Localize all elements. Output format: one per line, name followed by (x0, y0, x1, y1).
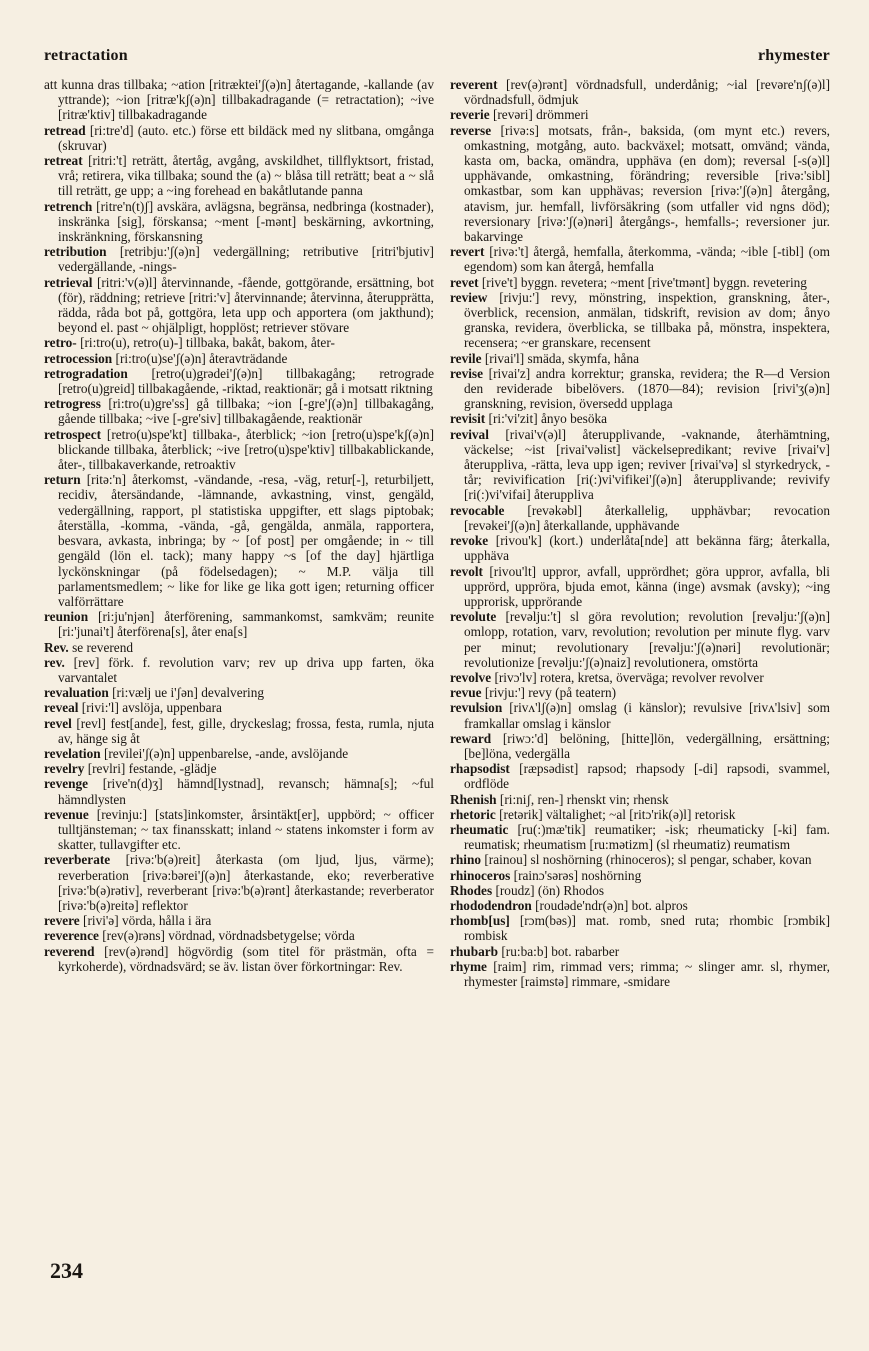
entry-definition: [ri:niʃ, ren-] rhenskt vin; rhensk (499, 791, 669, 807)
dictionary-entry (44, 807, 434, 853)
entry-headword: rhubarb (450, 943, 499, 959)
dictionary-entry (450, 609, 830, 670)
entry-headword: retrocession (44, 350, 113, 366)
dictionary-entry (450, 670, 830, 685)
dictionary-entry (450, 503, 830, 533)
dictionary-entry (450, 564, 830, 610)
entry-headword: rhetoric (450, 806, 496, 822)
entry-definition: [rev] förk. f. revolution varv; rev up driva upp farten, öka varvantalet (58, 654, 434, 685)
entry-definition: [rivai'v(ə)l] återupplivande, -vaknande, återhämtning, väckelse; ~ist [rivai'vəlist] väckelsepredikant; revive [rivai'v] återuppliva, -rätta, leva upp igen; reviver [rivai'və] sl styrkedryck, -tår; revivification [ri(:)vi'vifikei'ʃ(ə)n] återupplivande; revivify [ri(:)vi'vifai] återuppliva (464, 426, 830, 503)
dictionary-entry (450, 685, 830, 700)
entry-headword: reverend (44, 943, 95, 959)
entry-headword: retrospect (44, 426, 102, 442)
dictionary-entry (44, 655, 434, 685)
dictionary-entry (44, 852, 434, 913)
entry-definition: [rivɔ'lv] rotera, kretsa, överväga; revolver revolver (494, 669, 764, 685)
dictionary-entry (44, 351, 434, 366)
dictionary-entry (44, 944, 434, 974)
entry-headword: revenue (44, 806, 89, 822)
entry-headword: retrogress (44, 396, 101, 412)
dictionary-entry (450, 898, 830, 913)
dictionary-entry (44, 928, 434, 943)
dictionary-entry (44, 776, 434, 806)
entry-headword: revulsion (450, 700, 503, 716)
dictionary-entry (450, 427, 830, 503)
entry-headword: revocable (450, 502, 505, 518)
entry-headword: rev. (44, 654, 65, 670)
entry-headword: revet (450, 274, 479, 290)
entry-definition: [revlri] festande, -glädje (87, 761, 217, 777)
dictionary-entry (450, 959, 830, 989)
entry-headword: revisit (450, 411, 486, 427)
entry-definition: [roudəde'ndr(ə)n] bot. alpros (535, 897, 688, 913)
entry-headword: review (450, 289, 488, 305)
entry-headword: revolve (450, 669, 492, 685)
entry-definition: [roudz] (ön) Rhodos (495, 882, 605, 898)
entry-definition: [ritri:'v(ə)l] återvinnande, -fående, gottgörande, ersättning, bot (för), räddning; retrieve [ritri:'v] återvinnande; återvinna, återupprätta, rädda, råda bot på, gottgöra, leta upp och apportera (om jakthund); beyond el. past ~ ohjälpligt, hopplöst; retriever stövare (58, 274, 434, 336)
entry-headword: revaluation (44, 685, 109, 701)
dictionary-entry (44, 366, 434, 396)
entry-headword: retribution (44, 244, 107, 260)
entry-headword: reverie (450, 107, 490, 123)
entry-headword: rhapsodist (450, 761, 510, 777)
entry-headword: reward (450, 730, 492, 746)
entry-headword: revolute (450, 609, 497, 625)
entry-definition: [ri:ju'njən] återförening, sammankomst, samkväm; reunite [ri:'junai't] återförena[s], åter ena[s] (58, 609, 434, 640)
dictionary-entry (450, 366, 830, 412)
dictionary-entry (44, 716, 434, 746)
entry-definition: [revəkəbl] återkallelig, upphävbar; revocation [revəkei'ʃ(ə)n] återkallande, upphävande (464, 502, 830, 533)
entry-headword: return (44, 472, 81, 488)
dictionary-entry (44, 472, 434, 609)
dictionary-entry (450, 533, 830, 563)
dictionary-entry (44, 609, 434, 639)
entry-headword: revival (450, 426, 489, 442)
entry-definition: se reverend (72, 639, 133, 655)
entry-definition: [riwɔ:'d] belöning, [hitte]lön, vedergällning, ersättning; [be]löna, vedergälla (464, 730, 830, 761)
entry-definition: [ri:'vi'zit] ånyo besöka (488, 411, 608, 427)
dictionary-entry (44, 275, 434, 336)
entry-definition: [rivju:'] revy, mönstring, inspektion, granskning, åter-, överblick, recension, anmälan, tidskrift, revision av dom; ånyo granska, revidera, överblicka, se tillbaka på, mönstra, inspektera, recensera; ~er granskare, recensent (464, 289, 830, 351)
dictionary-entry (44, 77, 434, 123)
entry-definition: [revəlju:'t] sl göra revolution; revolution [revəlju:'ʃ(ə)n] omlopp, rotation, varv, revolution; revolution per minute flyg. varv per minut; revolutionary [revəlju:'ʃ(ə)nəri] revolutionär; revolutionize [revəlju:'ʃ(ə)naiz] revolutionera, omstörta (464, 609, 830, 670)
dictionary-entry (450, 290, 830, 351)
entry-definition: [rivou'k] (kort.) underlåta[nde] att bekänna färg; återkalla, upphäva (464, 533, 830, 564)
entry-definition: [ru:ba:b] bot. rabarber (501, 943, 620, 959)
entry-headword: revenge (44, 776, 89, 792)
dictionary-entry (450, 913, 830, 943)
dictionary-entry (44, 746, 434, 761)
dictionary-entry (44, 244, 434, 274)
entry-headword: revelry (44, 761, 85, 777)
entry-definition: [ri:vælj ue i'ʃən] devalvering (112, 685, 265, 701)
entry-definition: [rivi:'l] avslöja, uppenbara (81, 700, 222, 716)
entry-definition: [ri:tre'd] (auto. etc.) förse ett bildäck med ny slitbana, omgånga (skruvar) (58, 122, 434, 153)
entry-headword: rhododendron (450, 897, 532, 913)
entry-definition: [raim] rim, rimmad vers; rimma; ~ slinger amr. sl, rhymer, rhymester [raimstə] rimmare, -smidare (464, 958, 830, 989)
entry-definition: [rivʌ'lʃ(ə)n] omslag (i känslor); revulsive [rivʌ'lsiv] som framkallar omslag i känslor (464, 700, 830, 731)
dictionary-entry (44, 153, 434, 199)
entry-definition: [rivə:'b(ə)reit] återkasta (om ljud, ljus, värme); reverberation [rivə:bərei'ʃ(ə)n] återkastande, eko; reverberative [rivə:'b(ə)rətiv], reverberant [rivə:'b(ə)rənt] återkastande; reverberator [rivə:'b(ə)reitə] reflektor (58, 852, 434, 913)
entry-headword: reveal (44, 700, 79, 716)
entry-definition: [rainɔ'sərəs] noshörning (513, 867, 642, 883)
entry-definition: [ri:tro(u)se'ʃ(ə)n] återavträdande (115, 350, 288, 366)
entry-definition: [rev(ə)rəns] vördnad, vördnadsbetygelse; vörda (102, 928, 355, 944)
dictionary-entry (450, 822, 830, 852)
dictionary-entry (44, 761, 434, 776)
dictionary-entry (44, 199, 434, 245)
entry-definition: [ru(:)mæ'tik] reumatiker; -isk; rheumaticky [-ki] fam. reumatisk; rheumatism [ru:mətizm] (sl rheumatiz) reumatism (464, 821, 830, 853)
entry-definition: [rɔm(bəs)] mat. romb, sned ruta; rhombic [rɔmbik] rombisk (464, 913, 830, 944)
entry-headword: revere (44, 913, 80, 929)
entry-definition: [retribju:'ʃ(ə)n] vedergällning; retributive [ritri'bjutiv] vedergällande, -nings- (58, 244, 434, 275)
entry-definition: [rivju:'] revy (på teatern) (484, 685, 617, 701)
entry-definition: [rainou] sl noshörning (rhinoceros); sl pengar, schaber, kovan (484, 852, 812, 868)
entry-definition: [rev(ə)rənd] högvördig (som titel för prästmän, ofta = kyrkoherde), vördnadsvärd; se äv. listan över förkortningar: Rev. (58, 943, 434, 974)
entry-definition: [ritri:'t] reträtt, återtåg, avgång, avskildhet, tillflyktsort, fristad, vrå; retirera, vika tillbaka; sound the (a) ~ blåsa till reträtt; beat a ~ slå till reträtt, ge upp; a ~ing forehead en bakåtlutande panna (58, 153, 434, 199)
dictionary-entry (44, 700, 434, 715)
dictionary-entry (450, 77, 830, 107)
dictionary-entry (450, 792, 830, 807)
entry-definition: [retro(u)grədei'ʃ(ə)n] tillbakagång; retrograde [retro(u)greid] tillbakagående, -riktad, reaktionär; gå i motsatt riktning (58, 365, 434, 397)
running-head-right: rhymester (758, 47, 830, 64)
column-left (44, 77, 434, 1272)
column-right (450, 77, 830, 1272)
entry-definition: att kunna dras tillbaka; ~ation [ritræktei'ʃ(ə)n] återtagande, -kallande (av yttrande); ~ion [ritræ'kʃ(ə)n] tillbakadragande (= retractation); ~ive [ritræ'ktiv] tillbakadragande (44, 77, 434, 123)
entry-definition: [rive'n(d)ʒ] hämnd[lystnad], revansch; hämna[s]; ~ful hämndlysten (58, 776, 434, 807)
entry-headword: rhomb[us] (450, 913, 510, 929)
entry-definition: [revəri] drömmeri (492, 107, 589, 123)
entry-definition: [rivi'ə] vörda, hålla i ära (83, 913, 212, 929)
dictionary-entry (44, 396, 434, 426)
entry-headword: rhino (450, 852, 482, 868)
dictionary-entry (450, 852, 830, 867)
entry-headword: revise (450, 365, 483, 381)
dictionary-entry (450, 807, 830, 822)
entry-definition: [ri:tro(u), retro(u)-] tillbaka, bakåt, bakom, åter- (80, 335, 335, 351)
dictionary-entry (450, 761, 830, 791)
entry-definition: [revinju:] [stats]inkomster, årsintäkt[er], uppbörd; ~ officer tulltjänsteman; ~ tax finansskatt; inland ~ statens inkomster i form av skatter, tullavgifter etc. (58, 806, 434, 853)
entry-headword: rhinoceros (450, 867, 511, 883)
entry-definition: [rivou'lt] uppror, avfall, upprördhet; göra uppror, avfalla, bli upprörd, uppröra, bjuda emot, känna (inge) avsmak (avsky); ~ing upprorisk, upprörande (464, 563, 830, 609)
entry-headword: revolt (450, 563, 483, 579)
dictionary-entry (450, 731, 830, 761)
entry-definition: [retərik] vältalighet; ~al [ritɔ'rik(ə)l] retorisk (499, 806, 736, 822)
dictionary-entry (450, 868, 830, 883)
entry-headword: rhyme (450, 958, 487, 974)
entry-headword: retro- (44, 335, 77, 351)
dictionary-entry (450, 944, 830, 959)
entry-headword: reverse (450, 122, 492, 138)
entry-headword: revue (450, 685, 482, 701)
entry-definition: [rive't] byggn. revetera; ~ment [rive'tmənt] byggn. revetering (481, 274, 807, 290)
dictionary-entry (44, 335, 434, 350)
dictionary-entry (450, 244, 830, 274)
dictionary-entry (450, 275, 830, 290)
entry-definition: [ritə:'n] återkomst, -vändande, -resa, -väg, retur[-], returbiljett, recidiv, återsändande, -lämnande, avkastning, vinst, gengäld, vedergällning, rapport, pl statistiska uppgifter, ett slags piptobak; återställa, -komma, -vända, -gå, gengälda, anmäla, rapportera, besvara, avkasta, inbringa; by ~ [of post] per omgående; in ~ till gengäld (lön el. tack); many happy ~s [of the day] hjärtliga lyckönskningar (på födelsedagen); ~ M.P. välja till parlamentsmedlem; ~ like for like ge lika gott igen; returning officer valförrättare (58, 472, 434, 609)
dictionary-entry (44, 685, 434, 700)
entry-headword: retrogradation (44, 365, 128, 381)
entry-definition: [ri:tro(u)gre'ss] gå tillbaka; ~ion [-gre'ʃ(ə)n] tillbakagång, gående tillbaka; ~ive [-gre'siv] tillbakagående, reaktionär (58, 396, 434, 427)
entry-headword: reunion (44, 609, 89, 625)
dictionary-entry (44, 123, 434, 153)
entry-headword: retrieval (44, 274, 93, 290)
entry-headword: retrench (44, 198, 93, 214)
entry-definition: [rev(ə)rənt] vördnadsfull, underdånig; ~ial [revəre'nʃ(ə)l] vördnadsfull, ödmjuk (464, 77, 830, 108)
entry-headword: reverent (450, 77, 498, 92)
entry-headword: revile (450, 350, 482, 366)
entry-definition: [revl] fest[ande], fest, gille, dryckeslag; frossa, festa, rumla, njuta av, hänge sig åt (58, 715, 434, 746)
entry-headword: Rev. (44, 639, 69, 655)
dictionary-entry (44, 427, 434, 473)
entry-definition: [rivə:s] motsats, från-, baksida, (om mynt etc.) revers, omkastning, motgång, auto. backväxel; motsatt, omvänd; vända, kasta om, backa, omändra, upphäva (en dom); reversal [-s(ə)l] upphävande, omkastning, förändring; reversible [rivə:'sibl] omkastbar, som kan upphävas; reversion [rivə:'ʃ(ə)n] återgång, atavism, jur. hemfall, livförsäkring (som utfaller vid ngns död); reversionary [rivə:'ʃ(ə)nəri] återgångs-, hemfalls-; reversioner jur. bakarvinge (464, 122, 830, 245)
dictionary-entry (450, 123, 830, 245)
entry-headword: Rhenish (450, 791, 497, 807)
page-number: 234 (50, 1258, 83, 1283)
entry-headword: revoke (450, 533, 489, 549)
running-head-left: retractation (44, 47, 128, 64)
entry-definition: [ritre'n(t)ʃ] avskära, avlägsna, begränsa, nedbringa (kostnader), inskränka [sig], förskansa; ~ment [-mənt] beskärning, avkortning, inskränkning, förskansning (58, 198, 434, 245)
entry-headword: rheumatic (450, 821, 509, 837)
entry-definition: [rivai'l] smäda, skymfa, håna (484, 350, 639, 366)
entry-headword: retreat (44, 153, 83, 169)
entry-headword: reverberate (44, 852, 111, 868)
entry-definition: [ræpsədist] rapsod; rhapsody [-di] rapsodi, svammel, ordflöde (464, 761, 830, 792)
dictionary-entry (450, 411, 830, 426)
dictionary-entry (450, 700, 830, 730)
entry-headword: revel (44, 715, 72, 731)
entry-definition: [rivai'z] andra korrektur; granska, revidera; the R—d Version den reviderade bibelövers. (1870—84); revision [rivi'ʒ(ə)n] granskning, revision, översedd upplaga (464, 365, 830, 412)
entry-headword: revert (450, 244, 485, 260)
dictionary-entry (450, 351, 830, 366)
entry-headword: retread (44, 122, 86, 138)
dictionary-entry (450, 107, 830, 122)
entry-definition: [revilei'ʃ(ə)n] uppenbarelse, -ande, avslöjande (103, 745, 349, 761)
entry-definition: [rivə:'t] återgå, hemfalla, återkomma, -vända; ~ible [-tibl] (om egendom) som kan återgå, hemfalla (464, 244, 830, 275)
entry-definition: [retro(u)spe'kt] tillbaka-, återblick; ~ion [retro(u)spe'kʃ(ə)n] blickande tillbaka, återblick; ~ive [retro(u)spe'ktiv] tillbakablickande, åter-, tillbakaverkande, retroaktiv (58, 426, 434, 473)
dictionary-entry (44, 640, 434, 655)
entry-headword: revelation (44, 745, 101, 761)
entry-headword: Rhodes (450, 882, 493, 898)
dictionary-entry (450, 883, 830, 898)
entry-headword: reverence (44, 928, 99, 944)
dictionary-entry (44, 913, 434, 928)
